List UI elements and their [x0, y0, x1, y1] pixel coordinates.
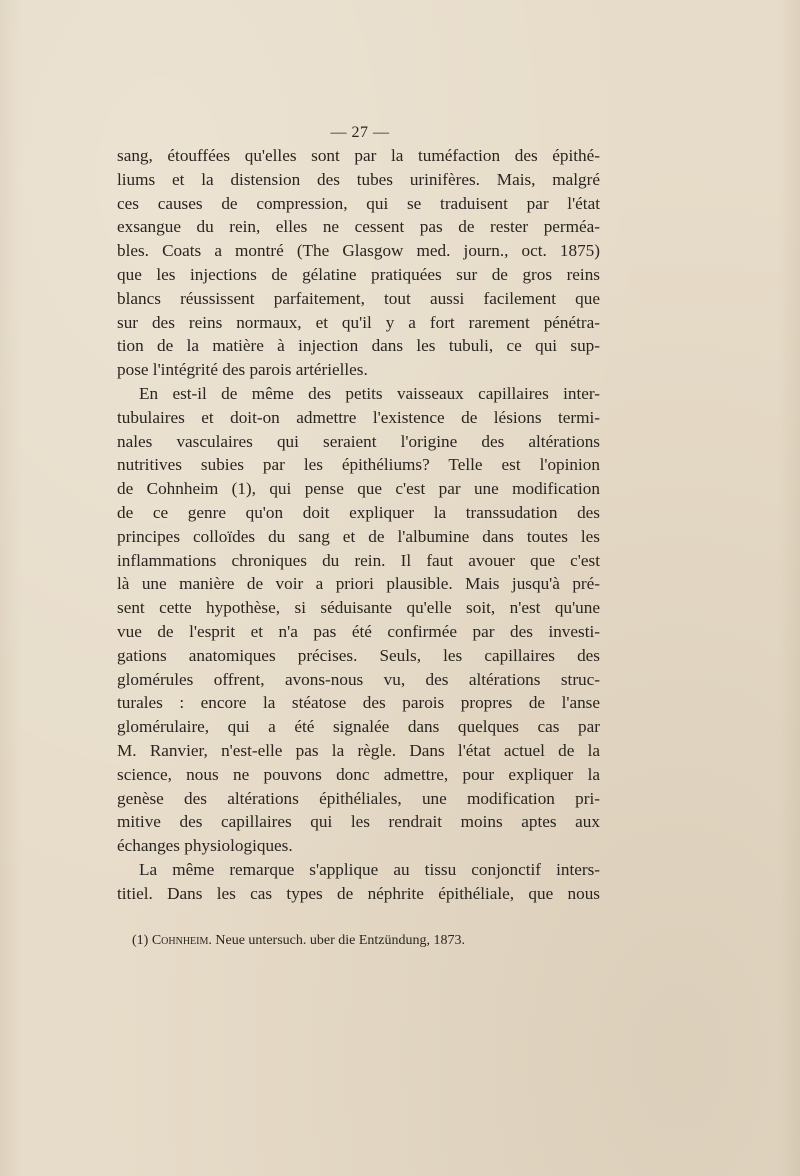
text-line: liums et la distension des tubes urinifères. Mais, malgré [117, 169, 600, 189]
text-line: nales vasculaires qui seraient l'origine des altérations [117, 431, 600, 451]
footnote-text: Neue untersuch. uber die Entzündung, 1873. [215, 933, 465, 948]
text-line: principes colloïdes du sang et de l'albumine dans toutes les [117, 526, 600, 546]
text-line: vue de l'esprit et n'a pas été confirmée par des investi- [117, 621, 600, 641]
text-line: sent cette hypothèse, si séduisante qu'elle soit, n'est qu'une [117, 598, 600, 618]
text-line: science, nous ne pouvons donc admettre, pour expliquer la [117, 764, 600, 784]
text-line: turales : encore la stéatose des parois propres de l'anse [117, 693, 600, 713]
paragraph-start-line: En est-il de même des petits vaisseaux capillaires inter- [139, 383, 600, 403]
text-line: inflammations chroniques du rein. Il faut avouer que c'est [117, 550, 600, 570]
paragraph-start-line: La même remarque s'applique au tissu conjonctif inters- [139, 859, 600, 879]
text-line: de Cohnheim (1), qui pense que c'est par une modification [117, 479, 600, 499]
text-line: tubulaires et doit-on admettre l'existence de lésions termi- [117, 407, 600, 427]
text-line: là une manière de voir a priori plausible. Mais jusqu'à pré- [117, 574, 600, 594]
text-line: blancs réussissent parfaitement, tout aussi facilement que [117, 288, 600, 308]
text-line: glomérules offrent, avons-nous vu, des altérations struc- [117, 669, 600, 689]
page-number: — 27 — [330, 124, 390, 141]
text-line: que les injections de gélatine pratiquées sur de gros reins [117, 264, 600, 284]
footnote-author: Cohnheim. [151, 933, 212, 948]
footnote-marker: (1) [132, 933, 149, 948]
text-line: mitive des capillaires qui les rendrait moins aptes aux [117, 812, 600, 832]
text-line: exsangue du rein, elles ne cessent pas de rester perméa- [117, 217, 600, 237]
text-line: sang, étouffées qu'elles sont par la tuméfaction des épithé- [117, 146, 600, 165]
text-line: nutritives subies par les épithéliums? Telle est l'opinion [117, 455, 600, 475]
paragraph-end-line: pose l'intégrité des parois artérielles. [117, 360, 368, 380]
text-line: tion de la matière à injection dans les tubuli, ce qui sup- [117, 336, 600, 356]
text-line: de ce genre qu'on doit expliquer la transsudation des [117, 502, 600, 522]
text-line: glomérulaire, qui a été signalée dans quelques cas par [117, 717, 600, 737]
text-line: gations anatomiques précises. Seuls, les capillaires des [117, 645, 600, 665]
text-line: ces causes de compression, qui se traduisent par l'état [117, 193, 600, 213]
body-text [117, 144, 600, 906]
text-line: titiel. Dans les cas types de néphrite épithéliale, que nous [117, 883, 600, 903]
text-line: sur des reins normaux, et qu'il y a fort rarement pénétra- [117, 312, 600, 332]
text-line: bles. Coats a montré (The Glasgow med. journ., oct. 1875) [117, 241, 600, 261]
paragraph-end-line: échanges physiologiques. [117, 836, 293, 856]
footnote [132, 928, 612, 954]
text-line: genèse des altérations épithéliales, une modification pri- [117, 788, 600, 808]
text-line: M. Ranvier, n'est-elle pas la règle. Dans l'état actuel de la [117, 740, 600, 760]
